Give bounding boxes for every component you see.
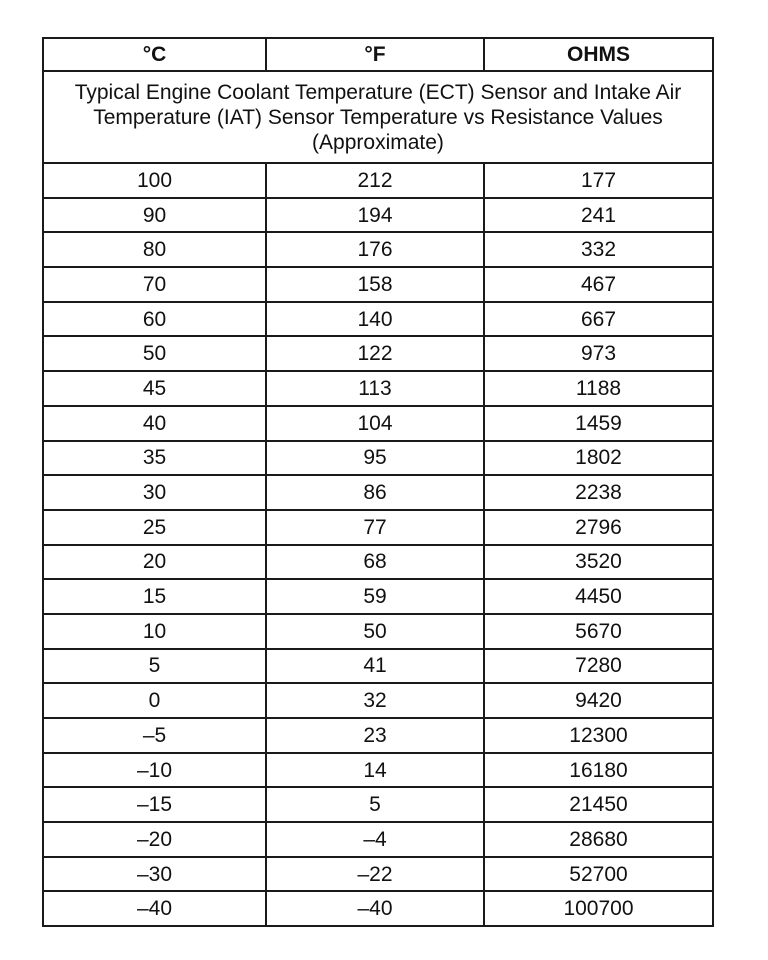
celsius-cell: –5 [43,718,266,753]
table-row [43,579,713,614]
table-row [43,718,713,753]
table-row [43,163,713,198]
ohms-cell: 241 [484,198,713,233]
celsius-cell: 0 [43,683,266,718]
ohms-cell: 100700 [484,891,713,926]
ohms-cell: 4450 [484,579,713,614]
table-row [43,371,713,406]
fahrenheit-cell: 95 [266,441,484,476]
celsius-cell: 100 [43,163,266,198]
fahrenheit-cell: 41 [266,649,484,684]
table-row [43,198,713,233]
celsius-cell: 90 [43,198,266,233]
fahrenheit-cell: 122 [266,336,484,371]
fahrenheit-cell: 140 [266,302,484,337]
ohms-cell: 177 [484,163,713,198]
celsius-cell: 45 [43,371,266,406]
header-celsius: °C [43,38,266,71]
fahrenheit-cell: 50 [266,614,484,649]
table-row [43,891,713,926]
celsius-cell: –30 [43,857,266,892]
celsius-cell: 50 [43,336,266,371]
table-row [43,822,713,857]
ohms-cell: 1188 [484,371,713,406]
fahrenheit-cell: 23 [266,718,484,753]
fahrenheit-cell: –40 [266,891,484,926]
ohms-cell: 7280 [484,649,713,684]
table-row [43,232,713,267]
fahrenheit-cell: –22 [266,857,484,892]
ohms-cell: 3520 [484,545,713,580]
celsius-cell: 25 [43,510,266,545]
header-ohms: OHMS [484,38,713,71]
ohms-cell: 5670 [484,614,713,649]
table-row [43,267,713,302]
celsius-cell: 35 [43,441,266,476]
ohms-cell: 9420 [484,683,713,718]
table-row [43,649,713,684]
table-row [43,683,713,718]
table-row [43,545,713,580]
ohms-cell: 1459 [484,406,713,441]
celsius-cell: 15 [43,579,266,614]
fahrenheit-cell: 176 [266,232,484,267]
fahrenheit-cell: 212 [266,163,484,198]
table-row [43,406,713,441]
table-row [43,475,713,510]
fahrenheit-cell: 113 [266,371,484,406]
fahrenheit-cell: 59 [266,579,484,614]
table-row [43,614,713,649]
header-fahrenheit: °F [266,38,484,71]
celsius-cell: –10 [43,753,266,788]
ohms-cell: 1802 [484,441,713,476]
fahrenheit-cell: 158 [266,267,484,302]
celsius-cell: 60 [43,302,266,337]
table-row [43,753,713,788]
table-row [43,787,713,822]
table-caption: Typical Engine Coolant Temperature (ECT) Sensor and Intake Air Temperature (IAT) Sensor Temperature vs Resistance Values (Approximate) [43,71,713,163]
celsius-cell: 70 [43,267,266,302]
fahrenheit-cell: 194 [266,198,484,233]
celsius-cell: 40 [43,406,266,441]
table-row [43,302,713,337]
celsius-cell: 20 [43,545,266,580]
table-body [43,71,713,926]
celsius-cell: –20 [43,822,266,857]
ohms-cell: 21450 [484,787,713,822]
table-row [43,441,713,476]
fahrenheit-cell: 5 [266,787,484,822]
celsius-cell: –40 [43,891,266,926]
celsius-cell: 5 [43,649,266,684]
celsius-cell: 30 [43,475,266,510]
ohms-cell: 28680 [484,822,713,857]
celsius-cell: 80 [43,232,266,267]
fahrenheit-cell: 68 [266,545,484,580]
ohms-cell: 2238 [484,475,713,510]
header-row [43,38,713,71]
fahrenheit-cell: 86 [266,475,484,510]
ohms-cell: 973 [484,336,713,371]
celsius-cell: –15 [43,787,266,822]
caption-row [43,71,713,163]
ohms-cell: 667 [484,302,713,337]
fahrenheit-cell: 104 [266,406,484,441]
ohms-cell: 52700 [484,857,713,892]
fahrenheit-cell: –4 [266,822,484,857]
ohms-cell: 12300 [484,718,713,753]
celsius-cell: 10 [43,614,266,649]
ect-iat-resistance-table [42,37,714,927]
fahrenheit-cell: 77 [266,510,484,545]
table-row [43,510,713,545]
fahrenheit-cell: 32 [266,683,484,718]
ohms-cell: 2796 [484,510,713,545]
ohms-cell: 16180 [484,753,713,788]
table-row [43,336,713,371]
fahrenheit-cell: 14 [266,753,484,788]
ohms-cell: 467 [484,267,713,302]
table-row [43,857,713,892]
ohms-cell: 332 [484,232,713,267]
